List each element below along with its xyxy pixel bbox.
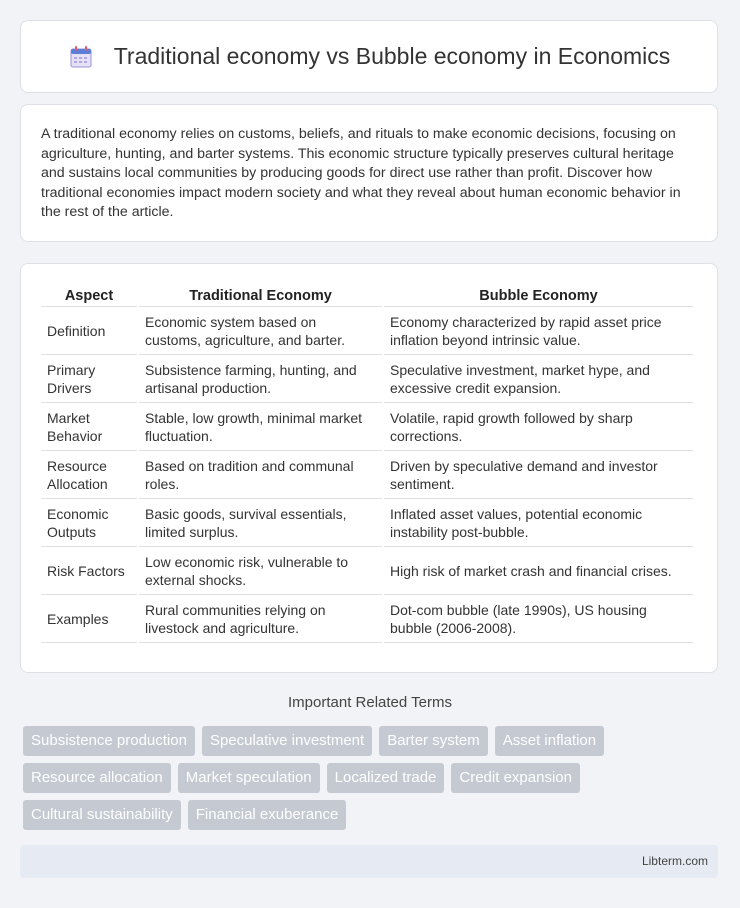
header-traditional: Traditional Economy: [139, 280, 382, 307]
cell-aspect: Definition: [41, 307, 137, 355]
comparison-card: [20, 263, 718, 673]
cell-bubble: Speculative investment, market hype, and excessive credit expansion.: [384, 355, 693, 403]
cell-traditional: Economic system based on customs, agriculture, and barter.: [139, 307, 382, 355]
tag-asset-inflation[interactable]: Asset inflation: [495, 726, 604, 756]
tag-speculative-investment[interactable]: Speculative investment: [202, 726, 372, 756]
table-row: [41, 499, 693, 547]
intro-text: A traditional economy relies on customs, beliefs, and rituals to make economic decisions, focusing on agriculture, hunting, and barter systems. This economic structure typically preserves cultural heritage and sustains local communities by producing goods for direct use rather than profit. Discover how traditional economies impact modern society and what they reveal about human economic behavior in the rest of the article.: [41, 126, 681, 221]
header-card: [20, 20, 718, 93]
cell-aspect: Primary Drivers: [41, 355, 137, 403]
tag-row: [23, 726, 723, 756]
cell-aspect: Market Behavior: [41, 403, 137, 451]
related-terms-tags: [23, 726, 723, 837]
cell-traditional: Low economic risk, vulnerable to external shocks.: [139, 547, 382, 595]
table-row: [41, 355, 693, 403]
header-aspect: Aspect: [41, 280, 137, 307]
table-row: [41, 547, 693, 595]
tag-barter-system[interactable]: Barter system: [379, 726, 488, 756]
table-row: [41, 403, 693, 451]
tag-financial-exuberance[interactable]: Financial exuberance: [188, 800, 347, 830]
header-bubble: Bubble Economy: [384, 280, 693, 307]
calendar-icon: [68, 44, 94, 70]
cell-bubble: Volatile, rapid growth followed by sharp corrections.: [384, 403, 693, 451]
cell-traditional: Based on tradition and communal roles.: [139, 451, 382, 499]
cell-bubble: Dot-com bubble (late 1990s), US housing bubble (2006-2008).: [384, 595, 693, 643]
footer: [20, 845, 718, 878]
cell-traditional: Subsistence farming, hunting, and artisanal production.: [139, 355, 382, 403]
cell-bubble: Inflated asset values, potential economic instability post-bubble.: [384, 499, 693, 547]
intro-card: [20, 104, 718, 242]
cell-aspect: Resource Allocation: [41, 451, 137, 499]
cell-aspect: Risk Factors: [41, 547, 137, 595]
page-title: Traditional economy vs Bubble economy in Economics: [113, 43, 671, 69]
footer-site-link[interactable]: Libterm.com: [641, 854, 708, 868]
tag-resource-allocation[interactable]: Resource allocation: [23, 763, 171, 793]
table-row: [41, 451, 693, 499]
tag-subsistence-production[interactable]: Subsistence production: [23, 726, 195, 756]
tag-market-speculation[interactable]: Market speculation: [178, 763, 320, 793]
cell-bubble: Economy characterized by rapid asset price inflation beyond intrinsic value.: [384, 307, 693, 355]
cell-traditional: Basic goods, survival essentials, limited surplus.: [139, 499, 382, 547]
tag-cultural-sustainability[interactable]: Cultural sustainability: [23, 800, 181, 830]
tag-localized-trade[interactable]: Localized trade: [327, 763, 445, 793]
cell-aspect: Examples: [41, 595, 137, 643]
cell-traditional: Rural communities relying on livestock and agriculture.: [139, 595, 382, 643]
comparison-table: [39, 280, 695, 643]
cell-bubble: High risk of market crash and financial crises.: [384, 547, 693, 595]
cell-aspect: Economic Outputs: [41, 499, 137, 547]
cell-bubble: Driven by speculative demand and investor sentiment.: [384, 451, 693, 499]
cell-traditional: Stable, low growth, minimal market fluctuation.: [139, 403, 382, 451]
tag-row: [23, 763, 723, 793]
tag-row: [23, 800, 723, 830]
table-row: [41, 595, 693, 643]
tag-credit-expansion[interactable]: Credit expansion: [451, 763, 580, 793]
table-row: [41, 307, 693, 355]
related-terms-title: Important Related Terms: [288, 694, 452, 711]
